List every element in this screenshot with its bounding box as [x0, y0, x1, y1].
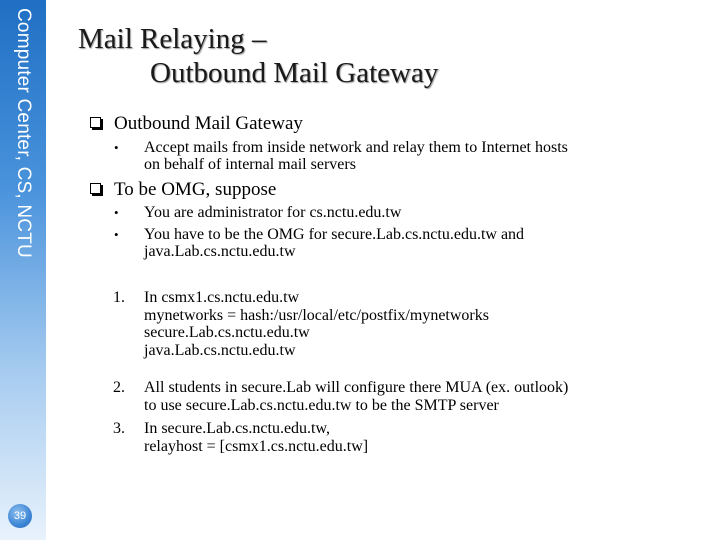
section-heading-text: Outbound Mail Gateway [114, 113, 303, 134]
step-line: to use secure.Lab.cs.nctu.edu.tw to be the SMTP server [144, 396, 499, 414]
checkbox-bullet-icon [90, 117, 101, 128]
sub-bullet-line: You are administrator for cs.nctu.edu.tw [144, 204, 402, 221]
step-number: 3. [113, 420, 125, 437]
step-number: 1. [113, 289, 125, 306]
sub-bullet-line: You have to be the OMG for secure.Lab.cs.nctu.edu.tw and [144, 226, 525, 243]
step-line: All students in secure.Lab will configure there MUA (ex. outlook) [144, 379, 569, 396]
section-heading-text: To be OMG, suppose [114, 179, 277, 200]
sub-bullet [114, 204, 402, 221]
step-number: 2. [113, 379, 125, 396]
numbered-step [113, 420, 369, 455]
slide-title-line1: Mail Relaying – [78, 23, 267, 55]
numbered-step [113, 379, 569, 414]
sub-bullet-line: Accept mails from inside network and relay them to Internet hosts [144, 139, 568, 156]
step-line: In csmx1.cs.nctu.edu.tw [144, 289, 300, 306]
slide-title-line2: Outbound Mail Gateway [150, 57, 439, 89]
step-line: mynetworks = hash:/usr/local/etc/postfix/mynetworks [144, 306, 489, 324]
numbered-step [113, 289, 489, 359]
sub-bullet [114, 139, 568, 173]
step-line: In secure.Lab.cs.nctu.edu.tw, [144, 420, 330, 437]
page-number-badge: 39 [8, 504, 32, 528]
bullet-dot-icon: • [114, 227, 119, 242]
bullet-dot-icon: • [114, 205, 119, 220]
sub-bullet-line: on behalf of internal mail servers [144, 156, 356, 173]
section-heading [114, 179, 276, 201]
sidebar [0, 0, 46, 540]
sub-bullet [114, 226, 525, 260]
step-line: java.Lab.cs.nctu.edu.tw [144, 341, 296, 359]
section-heading [114, 113, 303, 135]
sidebar-caption: Computer Center, CS, NCTU [13, 8, 34, 258]
bullet-dot-icon: • [114, 140, 119, 155]
sub-bullet-line: java.Lab.cs.nctu.edu.tw [144, 243, 296, 260]
step-line: relayhost = [csmx1.cs.nctu.edu.tw] [144, 437, 369, 455]
slide-title [78, 22, 438, 90]
checkbox-bullet-icon [90, 183, 101, 194]
step-line: secure.Lab.cs.nctu.edu.tw [144, 324, 310, 341]
